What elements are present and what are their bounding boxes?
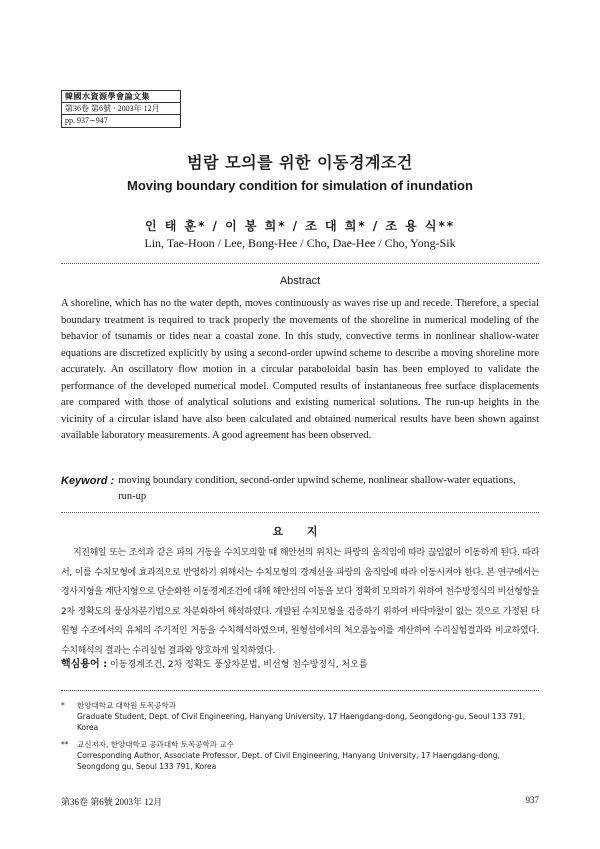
korean-abstract-text: 지진해일 또는 조석과 같은 파의 거동을 수치모의할 때 해안선의 위치는 파랑의 움직임에 따라 끊임없이 이동하게 된다. 따라서, 이를 수치모형에 효과적으로 반영하기 위해서는 수치모형의 경계선을 파랑의 움직임에 따라 이동시켜야 한다. 본 연구에서는 경사지형을 계단지형으로 단순화한 이동경계조건에 대해 해안선의 이동을 보다 정확히 모의하기 위하여 천수방정식의 비선형항을 2차 정확도의 풍상차분기법으로 차분화하여 해석하였다. 개발된 수치모형을 검증하기 위하여 바닥마찰이 없는 것으로 가정된 타원형 수조에서의 유체의 주기적인 거동을 수치해석하였으며, 원형섬에서의 처오름높이를 계산하여 수리실험결과와 비교하였다. 수치해석의 결과는 수리실험 결과와 양호하게 일치하였다.	[61, 548, 539, 656]
korean-keywords-text: 이동경계조건, 2차 정확도 풍상차분법, 비선형 천수방정식, 처오름	[110, 660, 368, 670]
korean-abstract-body	[61, 544, 539, 661]
journal-volume: 第36卷 第6號 · 2003年 12月	[62, 103, 180, 115]
footnote-line-en: Corresponding Author, Associate Professor, Dept. of Civil Engineering, Hanyang University, 17 Haengdang-dong, Seongdong gu, Seoul 133 791, Korea	[77, 751, 500, 771]
title-korean: 범람 모의를 위한 이동경계조건	[187, 153, 413, 172]
abstract-body	[61, 296, 539, 445]
divider-middle	[61, 512, 539, 513]
korean-keywords-label: 핵심용어 :	[61, 659, 108, 670]
page-number: 937	[525, 795, 539, 805]
authors-english: Lin, Tae-Hoon / Lee, Bong-Hee / Cho, Dae-Hee / Cho, Yong-Sik	[144, 236, 456, 250]
authors-korean: 인 태 훈* / 이 봉 희* / 조 대 희* / 조 용 식**	[144, 219, 456, 233]
footnote-mark: *	[61, 701, 65, 710]
title-english: Moving boundary condition for simulation of inundation	[127, 178, 473, 193]
keywords-text: moving boundary condition, second-order upwind scheme, nonlinear shallow-water equations, run-up	[118, 475, 516, 502]
abstract-heading: Abstract	[279, 275, 321, 287]
journal-info-box	[61, 90, 181, 128]
footnote-line-en: Graduate Student, Dept. of Civil Engineering, Hanyang University, 17 Haengdang-dong, Seongdong-gu, Seoul 133 791, Korea	[77, 712, 526, 732]
footnote-line-ko: 한양대학교 대학원 토목공학과	[77, 701, 176, 710]
korean-abstract-heading: 요 지	[272, 525, 328, 538]
keywords-label: Keyword :	[61, 475, 115, 487]
korean-keywords-block	[61, 655, 539, 670]
footnote-line-ko: 교신저자, 한양대학교 공과대학 토목공학과 교수	[77, 740, 234, 749]
divider-bottom	[61, 690, 539, 691]
footer-issue: 第36卷 第6號 2003年 12月	[61, 797, 163, 807]
keywords-block	[61, 473, 539, 505]
footnote-1	[61, 700, 539, 733]
divider-top	[61, 263, 539, 264]
footnote-mark: **	[61, 740, 69, 749]
footnote-2	[61, 739, 539, 772]
journal-name: 韓國水資源學會論文集	[62, 91, 180, 103]
abstract-text: A shoreline, which has no the water depth, moves continuously as waves rise up and recede. Therefore, a special boundary treatment is required to track properly the movements of the shoreline in numerical modeling of the behavior of tsunamis or tides near a coastal zone. In this study, convective terms in nonlinear shallow-water equations are discretized explicitly by using a second-order upwind scheme to describe a moving shoreline more accurately. An oscillatory flow motion in a circular paraboloidal basin has been employed to validate the performance of the developed numerical model. Computed results of instantaneous free surface displacements are compared with those of analytical solutions and existing numerical solutions. The run-up heights in the vicinity of a circular island have also been calculated and obtained numerical results have been shown against available laboratory measurements. A good agreement has been observed.	[61, 298, 539, 441]
journal-pages: pp. 937∼947	[65, 116, 108, 125]
